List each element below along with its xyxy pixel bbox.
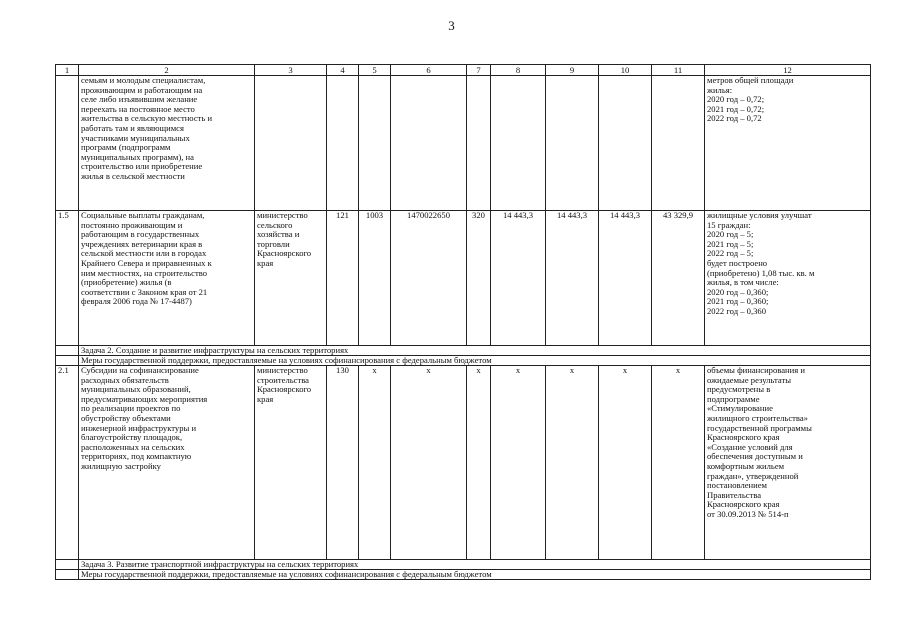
header-cell: 11 [652,65,705,76]
cell-2022: х [599,366,652,560]
cell-administrator: министерство сельского хозяйства и торговли Красноярского края [255,211,327,346]
cell-total: 43 329,9 [652,211,705,346]
cell-2020: 14 443,3 [491,211,546,346]
header-cell: 7 [467,65,491,76]
task-row-2 [56,346,871,356]
cell-csr: 1470022650 [391,211,467,346]
cell-2021: 14 443,3 [546,211,599,346]
task-heading: Задача 2. Создание и развитие инфраструктуры на сельских территориях [79,346,871,356]
header-cell: 1 [56,65,79,76]
header-cell: 12 [705,65,871,76]
cell-2022: 14 443,3 [599,211,652,346]
program-table [55,64,871,580]
header-cell: 3 [255,65,327,76]
cell-2021: х [546,366,599,560]
header-cell: 8 [491,65,546,76]
header-cell: 2 [79,65,255,76]
task-row-3 [56,560,871,570]
cell-total: х [652,366,705,560]
task-heading: Задача 3. Развитие транспортной инфраструктуры на сельских территориях [79,560,871,570]
cell-measure: Субсидии на софинансирование расходных обязательств муниципальных образований, предусматривающих мероприятия по реализации проектов по обустройству объектами инженерной инфраструктуры и благоустройству площадок, расположенных на сельских территориях, под компактную жилищную застройку [79,366,255,560]
header-cell: 6 [391,65,467,76]
measures-row-b [56,570,871,580]
cell-grbs: 130 [327,366,359,560]
header-cell: 10 [599,65,652,76]
measures-heading: Меры государственной поддержки, предоставляемые на условиях софинансирования с федеральным бюджетом [79,356,871,366]
cell-num [56,76,79,211]
table-header-row [56,65,871,76]
cell-result: метров общей площади жилья: 2020 год – 0,72; 2021 год – 0,72; 2022 год – 0,72 [705,76,871,211]
table-row-2-1 [56,366,871,560]
cell-grbs: 121 [327,211,359,346]
cell-vr: х [467,366,491,560]
cell-2020: х [491,366,546,560]
header-cell: 4 [327,65,359,76]
cell-csr: х [391,366,467,560]
header-cell: 9 [546,65,599,76]
table-row-1-5 [56,211,871,346]
cell-num: 1.5 [56,211,79,346]
measures-heading: Меры государственной поддержки, предоставляемые на условиях софинансирования с федеральным бюджетом [79,570,871,580]
cell-measure: Социальные выплаты гражданам, постоянно проживающим и работающим в государственных учреждениях ветеринарии края в сельской местности или в городах Крайнего Севера и приравненных к ним местностях, на строительство (приобретение) жилья (в соответствии с Законом края от 21 февраля 2006 года № 17-4487) [79,211,255,346]
table-row-continuation [56,76,871,211]
cell-measure: семьям и молодым специалистам, проживающим и работающим на селе либо изъявившим желание переехать на постоянное место жительства в сельскую местность и работать там и являющимся участниками муниципальных программ (подпрограмм муниципальных программ), на строительство или приобретение жилья в сельской местности [79,76,255,211]
cell-rzpr: х [359,366,391,560]
measures-row-a [56,356,871,366]
cell-num: 2.1 [56,366,79,560]
header-cell: 5 [359,65,391,76]
cell-vr: 320 [467,211,491,346]
cell-rzpr: 1003 [359,211,391,346]
cell-result: объемы финансирования и ожидаемые результаты предусмотрены в подпрограмме «Стимулирование жилищного строительства» государственной программы Красноярского края «Создание условий для обеспечения доступным и комфортным жильем граждан», утвержденной постановлением Правительства Красноярского края от 30.09.2013 № 514-п [705,366,871,560]
cell-administrator: министерство строительства Красноярского края [255,366,327,560]
cell-result: жилищные условия улучшат 15 граждан: 2020 год – 5; 2021 год – 5; 2022 год – 5; будет построено (приобретено) 1,08 тыс. кв. м жилья, в том числе: 2020 год – 0,360; 2021 год – 0,360; 2022 год – 0,360 [705,211,871,346]
page-number: 3 [448,18,455,33]
